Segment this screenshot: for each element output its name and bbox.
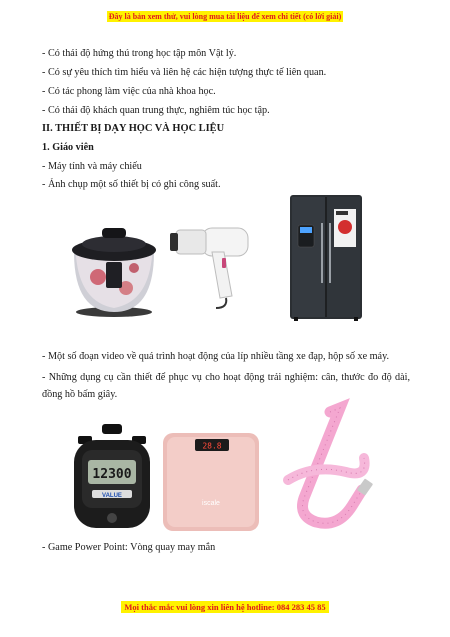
stopwatch-icon — [72, 422, 152, 532]
attitude-line-2: - Có sự yêu thích tìm hiểu và liên hệ các hiện tượng thực tế liên quan. — [42, 67, 327, 78]
tools-item: - Những dụng cụ cần thiết để phục vụ cho hoạt động trải nghiệm: cân, thước đo độ dài, đồng hồ bấm giây. — [42, 372, 410, 400]
tape-measure-icon — [268, 406, 380, 534]
section-title: II. THIẾT BỊ DẠY HỌC VÀ HỌC LIỆU — [42, 123, 225, 134]
refrigerator-icon — [288, 193, 364, 323]
scale-icon — [161, 431, 261, 535]
teacher-item-2: - Ảnh chụp một số thiết bị có ghi công suất. — [42, 179, 221, 190]
preview-banner — [0, 12, 450, 21]
attitude-line-1: - Có thái độ hứng thú trong học tập môn Vật lý. — [42, 48, 237, 59]
teacher-item-1: - Máy tính và máy chiếu — [42, 161, 142, 172]
hair-dryer-icon — [168, 222, 254, 310]
game-item: - Game Power Point: Vòng quay may mắn — [42, 542, 216, 553]
preview-banner-text: Đây là bản xem thử, vui lòng mua tài liệu để xem chi tiết (có lời giải) — [108, 12, 342, 21]
scale-display: 28.8 — [202, 441, 222, 451]
footer-contact — [0, 602, 450, 612]
stopwatch-brand: VALUE — [102, 493, 122, 499]
subsection-title: 1. Giáo viên — [42, 142, 94, 153]
footer-contact-text: Mọi thắc mắc vui lòng xin liên hệ hotline: 084 283 45 85 — [121, 601, 328, 613]
stopwatch-display: 12300 — [92, 467, 132, 482]
attitude-line-4: - Có thái độ khách quan trung thực, nghiêm túc học tập. — [42, 105, 270, 116]
attitude-line-3: - Có tác phong làm việc của nhà khoa học. — [42, 86, 216, 97]
scale-brand: iscale — [202, 500, 220, 507]
video-item: - Một số đoạn video về quá trình hoạt động của líp nhiều tầng xe đạp, hộp số xe máy. — [42, 351, 390, 362]
rice-cooker-icon — [68, 222, 160, 318]
